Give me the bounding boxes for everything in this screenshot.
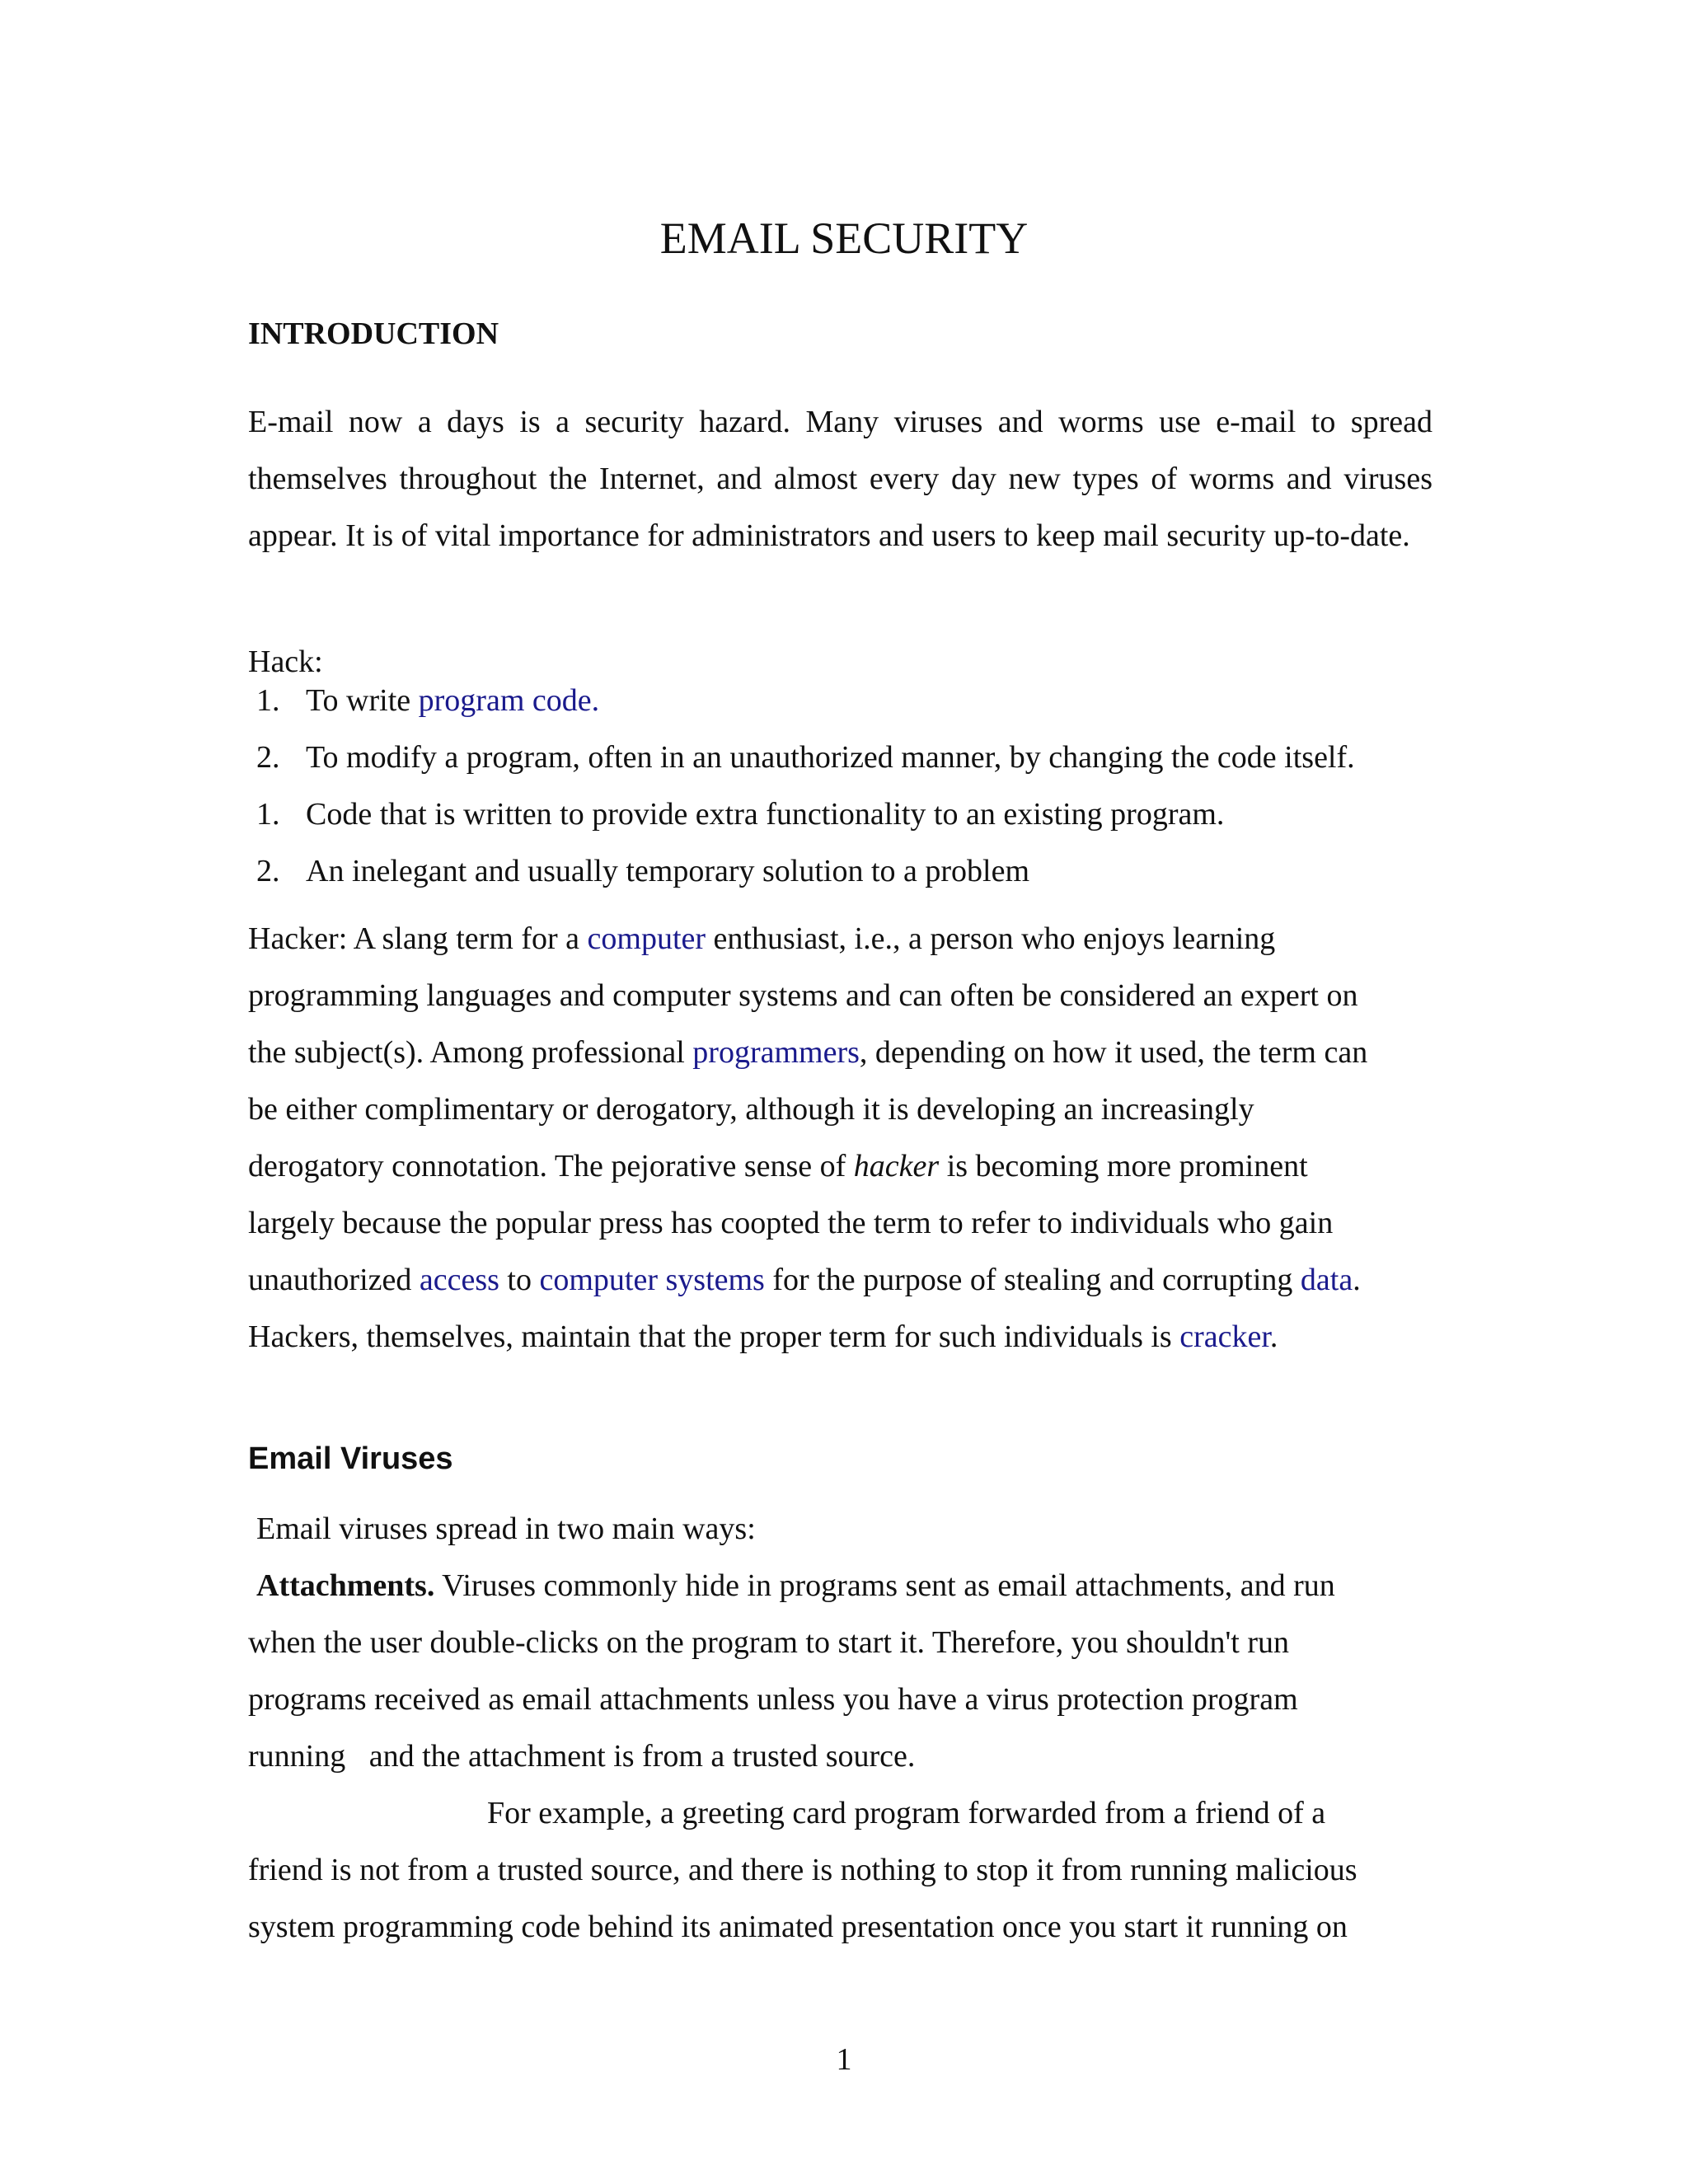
text-line: Email viruses spread in two main ways: bbox=[256, 1511, 756, 1546]
document-body bbox=[248, 313, 1432, 1944]
email-viruses-heading: Email Viruses bbox=[248, 1441, 453, 1476]
text-run: Hacker: A slang term for a bbox=[248, 921, 588, 956]
list-item-text: Code that is written to provide extra functionality to an existing program. bbox=[306, 797, 1225, 832]
list-item bbox=[248, 843, 1432, 900]
list-item-text: An inelegant and usually temporary solution to a problem bbox=[306, 854, 1030, 888]
text-line: running and the attachment is from a trusted source. bbox=[248, 1739, 916, 1774]
text-line bbox=[248, 1309, 1432, 1366]
text-line: largely because the popular press has coopted the term to refer to individuals who gain bbox=[248, 1206, 1334, 1240]
list-item-number: 1. bbox=[256, 797, 280, 832]
text-line bbox=[248, 1252, 1432, 1309]
text-run: Viruses commonly hide in programs sent as email attachments, and run bbox=[434, 1568, 1335, 1603]
list-item-number: 1. bbox=[256, 683, 280, 718]
text-line: programs received as email attachments unless you have a virus protection program bbox=[248, 1682, 1298, 1717]
list-item bbox=[248, 673, 1432, 729]
introduction-heading: INTRODUCTION bbox=[248, 316, 499, 351]
access-link[interactable]: access bbox=[419, 1263, 499, 1297]
text-run: , depending on how it used, the term can bbox=[859, 1035, 1368, 1070]
text-run: . bbox=[1269, 1319, 1278, 1354]
list-item-text-suffix: . bbox=[591, 683, 600, 718]
text-line: For example, a greeting card program forwarded from a friend of a bbox=[487, 1796, 1326, 1830]
list-item-text: To modify a program, often in an unauthorized manner, by changing the code itself. bbox=[306, 740, 1355, 775]
text-run: derogatory connotation. The pejorative sense of bbox=[248, 1149, 854, 1183]
text-run: for the purpose of stealing and corrupting bbox=[764, 1263, 1301, 1297]
text-run: . bbox=[1353, 1263, 1361, 1297]
hack-noun-list bbox=[248, 786, 1432, 900]
program-code-link[interactable]: program code bbox=[418, 683, 592, 718]
hack-label: Hack: bbox=[248, 644, 323, 679]
text-line bbox=[248, 1558, 1432, 1615]
text-line: friend is not from a trusted source, and there is nothing to stop it from running malicious bbox=[248, 1853, 1357, 1887]
cracker-link[interactable]: cracker bbox=[1179, 1319, 1270, 1354]
data-link[interactable]: data bbox=[1300, 1263, 1353, 1297]
computer-systems-link[interactable]: computer systems bbox=[539, 1263, 765, 1297]
introduction-paragraph: E-mail now a days is a security hazard. Many viruses and worms use e-mail to spread themselves throughout the Internet, and almost every day new types of worms and viruses appear. It is of vital importance for administrators and users to keep mail security up-to-date. bbox=[248, 405, 1432, 553]
programmers-link[interactable]: programmers bbox=[692, 1035, 860, 1070]
text-line: system programming code behind its animated presentation once you start it running on bbox=[248, 1910, 1348, 1944]
text-run: is becoming more prominent bbox=[939, 1149, 1308, 1183]
list-item bbox=[248, 729, 1432, 786]
hacker-emphasis: hacker bbox=[853, 1149, 940, 1183]
text-line: be either complimentary or derogatory, although it is developing an increasingly bbox=[248, 1092, 1254, 1127]
text-line bbox=[248, 1138, 1432, 1195]
hacker-paragraph bbox=[248, 911, 1432, 1366]
text-line: programming languages and computer systems and can often be considered an expert on bbox=[248, 978, 1358, 1013]
attachments-term: Attachments. bbox=[256, 1568, 435, 1603]
text-run: enthusiast, i.e., a person who enjoys learning bbox=[706, 921, 1276, 956]
list-item bbox=[248, 786, 1432, 843]
text-line bbox=[248, 911, 1432, 968]
list-item-text bbox=[306, 673, 599, 729]
text-run: Hackers, themselves, maintain that the proper term for such individuals is bbox=[248, 1319, 1180, 1354]
list-item-number: 2. bbox=[256, 740, 280, 775]
computer-link[interactable]: computer bbox=[587, 921, 706, 956]
page-number: 1 bbox=[836, 2042, 852, 2077]
list-item-text-prefix: To write bbox=[306, 683, 419, 718]
text-run: to bbox=[499, 1263, 540, 1297]
text-run: unauthorized bbox=[248, 1263, 420, 1297]
page-title: EMAIL SECURITY bbox=[659, 213, 1029, 263]
email-viruses-paragraph bbox=[248, 1501, 1432, 1956]
text-run: the subject(s). Among professional bbox=[248, 1035, 693, 1070]
list-item-number: 2. bbox=[256, 854, 280, 888]
hack-verb-list bbox=[248, 673, 1432, 786]
text-line: when the user double-clicks on the program to start it. Therefore, you shouldn't run bbox=[248, 1625, 1289, 1660]
text-line bbox=[248, 1024, 1432, 1081]
